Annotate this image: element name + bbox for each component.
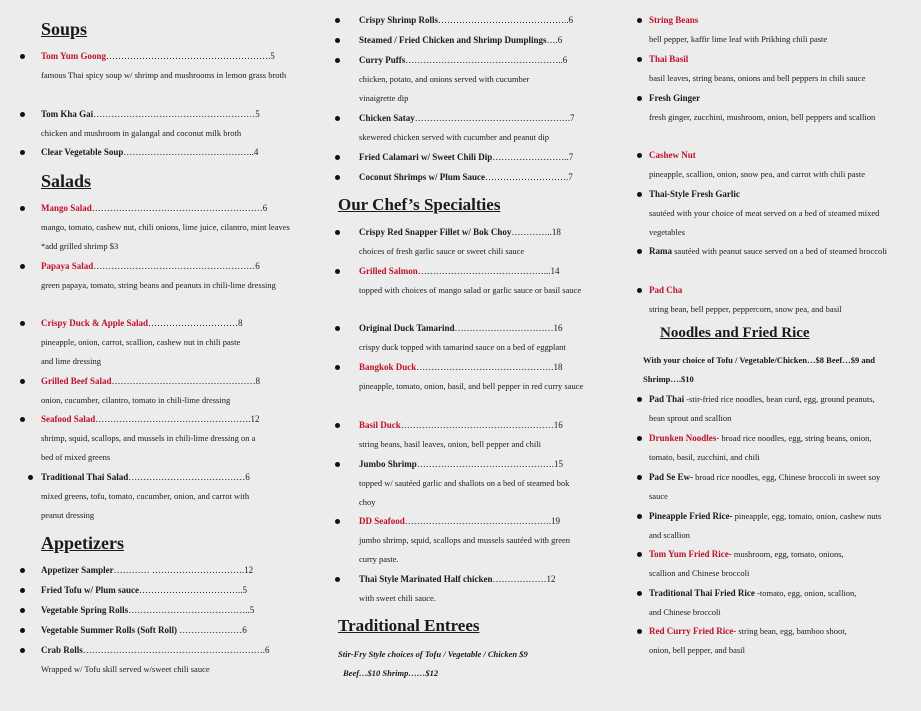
- item-description: famous Thai spicy soup w/ shrimp and mushrooms in lemon grass broth: [41, 70, 287, 80]
- bullet-icon: [20, 112, 25, 117]
- bullet-icon: [637, 153, 642, 158]
- bullet-icon: [335, 58, 340, 63]
- item-name: Original Duck Tamarind: [359, 323, 455, 333]
- bullet-icon: [335, 175, 340, 180]
- item-name: Crispy Duck & Apple Salad: [41, 318, 149, 328]
- menu-item-chicken-satay: [335, 109, 620, 147]
- item-description: pineapple, egg, tomato, onion, cashew nuts and scallion: [649, 511, 882, 540]
- menu-item-traditional-thai-salad: [28, 468, 305, 525]
- item-name: Vegetable Summer Rolls (Soft Roll): [41, 625, 177, 635]
- item-description: onion, cucumber, cilantro, tomato in chili-lime dressing: [41, 395, 231, 405]
- item-name: Pad Cha: [649, 285, 683, 295]
- menu-item-red-curry-fried-rice: [637, 622, 912, 660]
- menu-item-coconut-shrimps: [335, 168, 620, 187]
- bullet-icon: [335, 365, 340, 370]
- bullet-icon: [335, 230, 340, 235]
- bullet-icon: [637, 514, 642, 519]
- item-name: Grilled Beef Salad: [41, 376, 112, 386]
- item-price-leader: ……………………………..5: [139, 585, 248, 595]
- noodles-pricing-intro: With your choice of Tofu / Vegetable/Chicken…$8 Beef…$9 and Shrimp….$10: [643, 355, 876, 384]
- item-name: Cashew Nut: [649, 150, 696, 160]
- bullet-icon: [20, 206, 25, 211]
- item-description: bell pepper, kaffir lime leaf with Prikhing chili paste: [649, 34, 828, 44]
- menu-item-original-duck-tamarind: [335, 319, 620, 357]
- section-title-soups: Soups: [41, 19, 88, 39]
- bullet-icon: [20, 568, 25, 573]
- bullet-icon: [335, 462, 340, 467]
- item-description: fresh ginger, zucchini, mushroom, onion, bell peppers and scallion: [649, 112, 876, 122]
- item-description: -stir-fried rice noodles, bean curd, egg, ground peanuts, bean sprout and scallion: [649, 394, 875, 423]
- item-price-leader: ………………………………………….19: [404, 516, 561, 526]
- item-name: Crispy Red Snapper Fillet w/ Bok Choy: [359, 227, 512, 237]
- bullet-icon: [637, 18, 642, 23]
- item-name: Traditional Thai Salad: [41, 472, 129, 482]
- menu-item-pineapple-fried-rice: [637, 507, 912, 545]
- menu-item-dumplings: [335, 31, 620, 50]
- item-description: pineapple, tomato, onion, basil, and bell pepper in red curry sauce: [359, 381, 584, 391]
- bullet-icon: [637, 397, 642, 402]
- item-name: Vegetable Spring Rolls: [41, 605, 129, 615]
- menu-item-tom-yum-fried-rice: [637, 545, 912, 583]
- bullet-icon: [335, 577, 340, 582]
- item-price-leader: …………………………………………….7: [414, 113, 575, 123]
- menu-item-crab-rolls: [20, 641, 305, 679]
- bullet-icon: [20, 588, 25, 593]
- menu-item-papaya-salad: [20, 257, 305, 295]
- menu-item-basil-duck: [335, 416, 620, 454]
- bullet-icon: [637, 249, 642, 254]
- menu-item-crispy-duck-apple-salad: [20, 314, 305, 371]
- item-price-leader: …………………………………………………6: [91, 203, 268, 213]
- item-description: sautéed with peanut sauce served on a bed of steamed broccoli: [672, 246, 888, 256]
- section-title-traditional-entrees: Traditional Entrees: [338, 616, 480, 635]
- bullet-icon: [20, 150, 25, 155]
- bullet-icon: [20, 264, 25, 269]
- bullet-icon: [637, 96, 642, 101]
- item-price-leader: …………………………………..5: [128, 605, 255, 615]
- bullet-icon: [335, 18, 340, 23]
- menu-item-red-snapper: [335, 223, 620, 261]
- bullet-icon: [20, 608, 25, 613]
- item-name: Seafood Salad: [41, 414, 96, 424]
- bullet-icon: [20, 54, 25, 59]
- item-name: String Beans: [649, 15, 699, 25]
- bullet-icon: [637, 475, 642, 480]
- bullet-icon: [637, 192, 642, 197]
- menu-item-fresh-ginger: [637, 89, 912, 127]
- item-name: Chicken Satay: [359, 113, 415, 123]
- bullet-icon: [20, 648, 25, 653]
- item-description: jumbo shrimp, squid, scallops and mussels sautéed with green curry paste.: [359, 535, 571, 564]
- menu-item-jumbo-shrimp: [335, 455, 620, 512]
- bullet-icon: [637, 288, 642, 293]
- menu-item-string-beans: [637, 11, 912, 49]
- bullet-icon: [637, 436, 642, 441]
- bullet-icon: [335, 116, 340, 121]
- item-price-leader: ……………………….7: [485, 172, 573, 182]
- item-price-leader: ……………………………………..4: [123, 147, 259, 157]
- item-name: Clear Vegetable Soup: [41, 147, 124, 157]
- item-description: chicken and mushroom in galangal and coconut milk broth: [41, 128, 242, 138]
- item-price-leader: …………..18: [511, 227, 561, 237]
- item-price-leader: ……………………………………………..6: [405, 55, 568, 65]
- item-name: Curry Puffs: [359, 55, 406, 65]
- menu-item-appetizer-sampler: [20, 561, 305, 580]
- bullet-icon: [20, 417, 25, 422]
- item-name: Crispy Shrimp Rolls: [359, 15, 439, 25]
- item-description: string beans, basil leaves, onion, bell pepper and chili: [359, 439, 541, 449]
- item-description: crispy duck topped with tamarind sauce on a bed of eggplant: [359, 342, 566, 352]
- bullet-icon: [637, 591, 642, 596]
- item-price-leader: ………… ………………………….12: [113, 565, 254, 575]
- item-price-leader: ……………………………………...14: [417, 266, 560, 276]
- menu-item-vegetable-summer-rolls: [20, 621, 305, 640]
- item-description: skewered chicken served with cucumber and peanut dip: [359, 132, 549, 142]
- item-description: pineapple, onion, carrot, scallion, cashew nut in chili paste and lime dressing: [41, 337, 241, 366]
- item-name: Rama: [649, 246, 672, 256]
- item-description: broad rice noodles, egg, string beans, onion, tomato, basil, zucchini, and chili: [649, 433, 872, 462]
- section-title-chef-specialties: Our Chef’s Specialties: [338, 195, 501, 214]
- menu-item-pad-se-ew: [637, 468, 912, 506]
- item-price-leader: ………………………………………………6: [93, 261, 260, 271]
- item-price-leader: ……………………………………..6: [438, 15, 574, 25]
- section-title-salads: Salads: [41, 171, 92, 191]
- item-price-leader: ………………12: [492, 574, 556, 584]
- bullet-icon: [335, 423, 340, 428]
- menu-item-traditional-thai-fried-rice: [637, 584, 912, 622]
- menu-item-seafood-salad: [20, 410, 305, 467]
- item-description: mango, tomato, cashew nut, chili onions, lime juice, cilantro, mint leaves *add grilled shrimp $3: [41, 222, 290, 251]
- item-name: Bangkok Duck: [359, 362, 417, 372]
- item-description: string bean, bell pepper, peppercorn, snow pea, and basil: [649, 304, 842, 314]
- item-price-leader: …………………………8: [148, 318, 243, 328]
- item-name: Steamed / Fried Chicken and Shrimp Dumplings: [359, 35, 547, 45]
- menu-item-clear-vegetable-soup: [20, 143, 305, 162]
- item-description: -tomato, egg, onion, scallion, and Chinese broccoli: [649, 588, 857, 617]
- item-description: string bean, egg, bamboo shoot, onion, bell pepper, and basil: [649, 626, 847, 655]
- menu-item-tom-kha-gai: [20, 105, 305, 143]
- menu-item-thai-basil: [637, 50, 912, 88]
- bullet-icon: [20, 379, 25, 384]
- item-description: green papaya, tomato, string beans and peanuts in chili-lime dressing: [41, 280, 276, 290]
- menu-item-curry-puffs: [335, 51, 620, 108]
- item-price-leader: …………………6: [177, 625, 247, 635]
- item-name: Basil Duck: [359, 420, 401, 430]
- bullet-icon: [335, 326, 340, 331]
- item-name: Fried Calamari w/ Sweet Chili Dip: [359, 152, 493, 162]
- item-name: Mango Salad: [41, 203, 92, 213]
- bullet-icon: [20, 628, 25, 633]
- menu-item-pad-cha: [637, 281, 912, 319]
- item-price-leader: ……………………………………………….5: [106, 51, 275, 61]
- item-name: Pad Thai: [649, 394, 685, 404]
- item-description: shrimp, squid, scallops, and mussels in chili-lime dressing on a bed of mixed greens: [41, 433, 256, 462]
- bullet-icon: [335, 155, 340, 160]
- entrees-pricing-line-1: Stir-Fry Style choices of Tofu / Vegetable / Chicken $9: [338, 649, 528, 659]
- item-name: Red Curry Fried Rice-: [649, 626, 737, 636]
- menu-item-thai-half-chicken: [335, 570, 620, 608]
- item-price-leader: …………………………………………………….6: [82, 645, 270, 655]
- bullet-icon: [335, 519, 340, 524]
- item-description: sautéed with your choice of meat served on a bed of steamed mixed vegetables: [649, 208, 880, 237]
- bullet-icon: [20, 321, 25, 326]
- item-name: Appetizer Sampler: [41, 565, 114, 575]
- menu-item-drunken-noodles: [637, 429, 912, 467]
- section-title-noodles-fried-rice: Noodles and Fried Rice: [660, 325, 810, 341]
- item-description: topped with choices of mango salad or garlic sauce or basil sauce: [359, 285, 582, 295]
- menu-item-pad-thai: [637, 390, 912, 428]
- item-description: pineapple, scallion, onion, snow pea, and carrot with chili paste: [649, 169, 865, 179]
- menu-item-rama: [637, 242, 912, 261]
- item-price-leader: ……………………………………….18: [416, 362, 563, 372]
- item-price-leader: ……………………………………….15: [416, 459, 564, 469]
- item-name: Thai Style Marinated Half chicken: [359, 574, 493, 584]
- item-price-leader: ……………………………………………16: [400, 420, 563, 430]
- item-name: Tom Kha Gai: [41, 109, 94, 119]
- item-name: Fresh Ginger: [649, 93, 701, 103]
- bullet-icon: [28, 475, 33, 480]
- item-name: Grilled Salmon: [359, 266, 418, 276]
- item-name: Pad Se Ew-: [649, 472, 694, 482]
- item-description: chicken, potato, and onions served with cucumber vinaigrette dip: [359, 74, 530, 103]
- menu-item-tom-yum-goong: [20, 47, 305, 85]
- item-price-leader: …………………………………………8: [111, 376, 260, 386]
- item-name: Tom Yum Fried Rice-: [649, 549, 732, 559]
- menu-item-grilled-salmon: [335, 262, 620, 300]
- menu-item-cashew-nut: [637, 146, 912, 184]
- item-name: Papaya Salad: [41, 261, 94, 271]
- item-price-leader: …………………………………6: [128, 472, 250, 482]
- item-name: Crab Rolls: [41, 645, 83, 655]
- item-description: broad rice noodles, egg, Chinese broccoli in sweet soy sauce: [649, 472, 881, 501]
- item-name: Drunken Noodles-: [649, 433, 720, 443]
- item-description: basil leaves, string beans, onions and bell peppers in chili sauce: [649, 73, 866, 83]
- item-price-leader: ….6: [546, 35, 563, 45]
- menu-item-grilled-beef-salad: [20, 372, 305, 410]
- item-description: Wrapped w/ Tofu skill served w/sweet chili sauce: [41, 664, 210, 674]
- menu-item-fried-tofu: [20, 581, 305, 600]
- bullet-icon: [335, 38, 340, 43]
- item-price-leader: …………………………………………….12: [95, 414, 260, 424]
- menu-item-thai-fresh-garlic: [637, 185, 912, 242]
- bullet-icon: [637, 552, 642, 557]
- bullet-icon: [637, 629, 642, 634]
- menu-item-dd-seafood: [335, 512, 620, 569]
- item-name: Fried Tofu w/ Plum sauce: [41, 585, 140, 595]
- menu-item-crispy-shrimp-rolls: [335, 11, 620, 30]
- item-name: Thai-Style Fresh Garlic: [649, 189, 740, 199]
- menu-item-fried-calamari: [335, 148, 620, 167]
- item-description: topped w/ sautéed garlic and shallots on a bed of steamed bok choy: [359, 478, 570, 507]
- entrees-pricing-line-2: Beef…$10 Shrimp……$12: [343, 668, 439, 678]
- item-name: Jumbo Shrimp: [359, 459, 417, 469]
- item-description: choices of fresh garlic sauce or sweet chili sauce: [359, 246, 525, 256]
- menu-item-mango-salad: [20, 199, 305, 256]
- item-name: Coconut Shrimps w/ Plum Sauce: [359, 172, 486, 182]
- item-name: Thai Basil: [649, 54, 689, 64]
- item-description: mushroom, egg, tomato, onions, scallion and Chinese broccoli: [649, 549, 844, 578]
- bullet-icon: [335, 269, 340, 274]
- item-price-leader: ……………………..7: [492, 152, 574, 162]
- item-name: Tom Yum Goong: [41, 51, 107, 61]
- bullet-icon: [637, 57, 642, 62]
- item-name: Traditional Thai Fried Rice: [649, 588, 755, 598]
- item-description: mixed greens, tofu, tomato, cucumber, onion, and carrot with peanut dressing: [41, 491, 250, 520]
- item-description: with sweet chili sauce.: [359, 593, 436, 603]
- menu-item-vegetable-spring-rolls: [20, 601, 305, 620]
- item-name: Pineapple Fried Rice-: [649, 511, 733, 521]
- item-name: DD Seafood: [359, 516, 405, 526]
- item-price-leader: ……………………………16: [454, 323, 563, 333]
- item-price-leader: ………………………………………………5: [93, 109, 260, 119]
- section-title-appetizers: Appetizers: [41, 533, 124, 553]
- menu-item-bangkok-duck: [335, 358, 620, 396]
